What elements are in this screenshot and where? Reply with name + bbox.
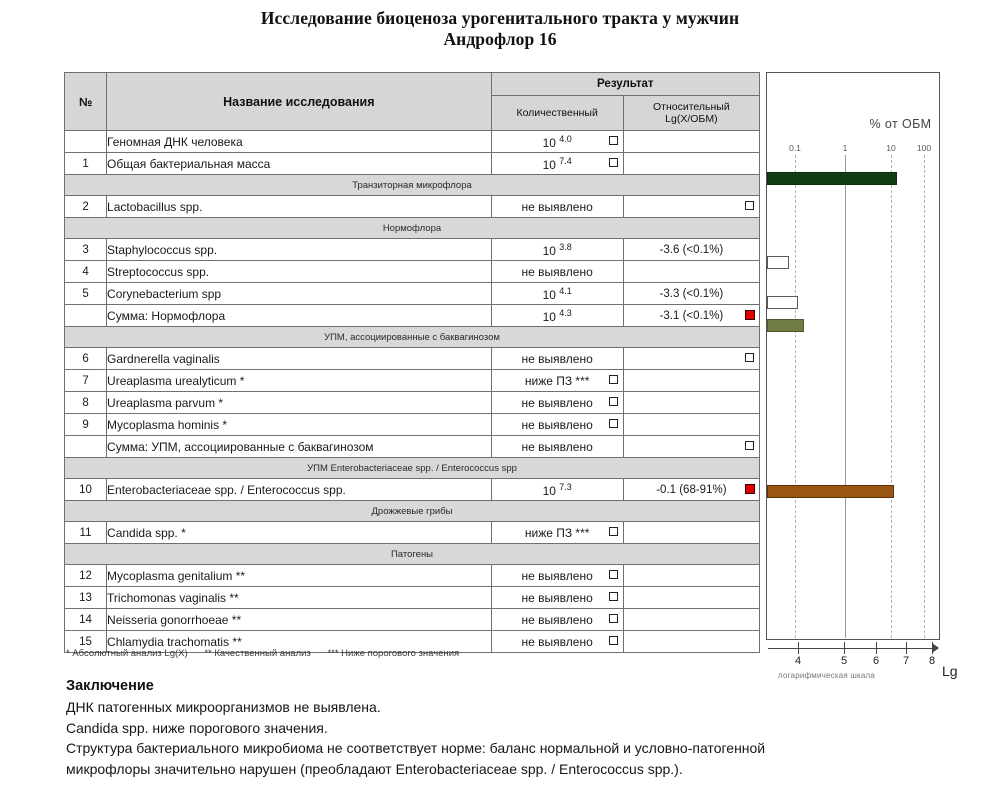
row-number: 6 [65, 348, 107, 370]
row-relative-cell [623, 196, 759, 218]
row-relative-cell [623, 283, 759, 305]
header-relative [623, 96, 759, 131]
quantitative-value: 10 $^{7.4}$ [542, 155, 572, 172]
row-quantitative-cell [491, 153, 623, 175]
conclusion-line-3: Структура бактериального микробиома не соответствует норме: баланс нормальной и условно-патогенной [66, 740, 766, 756]
chart-gridline [795, 155, 797, 638]
table-row [65, 609, 760, 631]
row-relative-cell [623, 261, 759, 283]
quantitative-value: 10 $^{4.0}$ [542, 133, 572, 150]
quantitative-value: не выявлено [521, 395, 593, 410]
conclusion-line-1: ДНК патогенных микроорганизмов не выявлена. [66, 699, 381, 715]
chart-bar [767, 256, 789, 269]
axis-arrow-icon [932, 643, 939, 653]
quantitative-value: 10 $^{4.1}$ [542, 285, 572, 302]
row-quantitative-cell [491, 565, 623, 587]
table-row [65, 153, 760, 175]
conclusion-title: Заключение [66, 678, 154, 694]
row-relative-cell [623, 392, 759, 414]
row-relative-cell [623, 370, 759, 392]
relative-value: -3.3 (<0.1%) [659, 287, 724, 300]
table-row [65, 131, 760, 153]
conclusion-line-2: Candida spp. ниже порогового значения. [66, 719, 328, 736]
chart-gridline [924, 155, 926, 638]
table-row [65, 479, 760, 501]
relative-value [624, 565, 759, 586]
row-relative-cell [623, 153, 759, 175]
relative-value [624, 392, 759, 413]
checkbox-icon[interactable] [609, 136, 618, 145]
header-result: Результат [491, 73, 759, 96]
row-relative-cell [623, 436, 759, 458]
results-table-container [64, 72, 760, 653]
row-number: 7 [65, 370, 107, 392]
chart-top-tick-label: 10 [886, 143, 896, 153]
relative-value [624, 348, 759, 369]
row-relative-cell [623, 522, 759, 544]
quantitative-value: не выявлено [521, 568, 593, 583]
row-quantitative-cell [491, 305, 623, 327]
header-quantitative: Количественный [491, 96, 623, 131]
relative-value [624, 609, 759, 630]
table-row [65, 370, 760, 392]
table-row [65, 436, 760, 458]
axis-tick-mark [844, 642, 845, 654]
row-study-name: Candida spp. * [107, 522, 492, 544]
relative-value: -0.1 (68-91%) [656, 483, 727, 496]
row-study-name: Lactobacillus spp. [107, 196, 492, 218]
row-number: 1 [65, 153, 107, 175]
quantitative-exponent: 4.3 [559, 307, 572, 318]
row-number [65, 131, 107, 153]
header-relative-line1: Относительный [653, 101, 730, 113]
axis-tick-mark [906, 642, 907, 654]
checkbox-icon[interactable] [745, 441, 754, 450]
table-row [65, 565, 760, 587]
table-row [65, 522, 760, 544]
table-row [65, 239, 760, 261]
axis-tick-label: 5 [840, 655, 848, 667]
axis-caption: логарифмическая шкала [778, 671, 876, 680]
chart-gridline [891, 155, 893, 638]
relative-value [624, 131, 759, 152]
row-number [65, 305, 107, 327]
row-quantitative-cell [491, 370, 623, 392]
row-number: 8 [65, 392, 107, 414]
row-study-name: Neisseria gonorrhoeae ** [107, 609, 492, 631]
row-study-name: Сумма: УПМ, ассоциированные с баквагинозом [107, 436, 492, 458]
relative-value [624, 370, 759, 391]
row-study-name: Mycoplasma hominis * [107, 414, 492, 436]
row-relative-cell [623, 587, 759, 609]
row-study-name: Enterobacteriaceae spp. / Enterococcus spp. [107, 479, 492, 501]
quantitative-value: не выявлено [521, 634, 593, 649]
row-quantitative-cell [491, 131, 623, 153]
axis-tick-label: 4 [794, 655, 802, 667]
quantitative-value: не выявлено [521, 351, 593, 366]
axis-tick-label: 6 [872, 655, 880, 667]
quantitative-value: 10 $^{3.8}$ [542, 241, 572, 258]
section-header-label: Патогены [65, 544, 760, 565]
footnote-1: * Абсолютный анализ Lg(X) [66, 648, 188, 659]
checkbox-icon[interactable] [609, 636, 618, 645]
table-row [65, 348, 760, 370]
chart-bar [767, 319, 804, 332]
row-number: 9 [65, 414, 107, 436]
checkbox-icon[interactable] [609, 614, 618, 623]
section-header-label: УПМ, ассоциированные с баквагинозом [65, 327, 760, 348]
relative-value [624, 522, 759, 543]
row-relative-cell [623, 239, 759, 261]
relative-value [624, 153, 759, 174]
footnote [66, 648, 766, 659]
row-number: 15 [65, 631, 107, 653]
checkbox-icon[interactable] [745, 353, 754, 362]
chart-gridline [845, 155, 847, 638]
axis-tick-label: 8 [928, 655, 936, 667]
axis-tick-mark [932, 642, 933, 654]
row-quantitative-cell [491, 348, 623, 370]
relative-value: -3.6 (<0.1%) [659, 243, 724, 256]
quantitative-value: не выявлено [521, 264, 593, 279]
chart-bar [767, 485, 894, 498]
section-header-row [65, 458, 760, 479]
section-header-label: Нормофлора [65, 218, 760, 239]
header-relative-line2: Lg(X/ОБМ) [665, 113, 718, 125]
chart-top-tick-label: 100 [916, 143, 932, 153]
relative-value [624, 196, 759, 217]
chart-bar [767, 172, 897, 185]
row-relative-cell [623, 305, 759, 327]
row-number: 4 [65, 261, 107, 283]
row-study-name: Mycoplasma genitalium ** [107, 565, 492, 587]
row-number: 12 [65, 565, 107, 587]
section-header-row [65, 501, 760, 522]
header-number: № [65, 73, 107, 131]
conclusion-line-4: микрофлоры значительно нарушен (преобладают Enterobacteriaceae spp. / Enterococcus spp.). [66, 760, 683, 777]
checkbox-icon[interactable] [609, 527, 618, 536]
axis-tick-label: 7 [902, 655, 910, 667]
quantitative-value: 10 $^{4.3}$ [542, 307, 572, 324]
table-row [65, 261, 760, 283]
checkbox-icon[interactable] [745, 201, 754, 210]
row-quantitative-cell [491, 522, 623, 544]
section-header-row [65, 544, 760, 565]
row-number: 2 [65, 196, 107, 218]
section-header-label: Транзиторная микрофлора [65, 175, 760, 196]
table-row [65, 305, 760, 327]
section-header-row [65, 327, 760, 348]
chart-top-tick-label: 0.1 [789, 143, 801, 153]
row-study-name: Общая бактериальная масса [107, 153, 492, 175]
quantitative-value: 10 $^{7.3}$ [542, 481, 572, 498]
table-row [65, 392, 760, 414]
title-line-1: Исследование биоценоза урогенитального тракта у мужчин [260, 8, 740, 28]
row-study-name: Ureaplasma parvum * [107, 392, 492, 414]
header-study-name: Название исследования [107, 73, 492, 131]
row-relative-cell [623, 565, 759, 587]
row-quantitative-cell [491, 261, 623, 283]
footnote-2: ** Качественный анализ [204, 648, 311, 659]
section-header-label: УПМ Enterobacteriaceae spp. / Enterococcus spp [65, 458, 760, 479]
axis-tick-mark [798, 642, 799, 654]
page-title [0, 8, 1000, 50]
quantitative-value: не выявлено [521, 417, 593, 432]
row-quantitative-cell [491, 392, 623, 414]
section-header-label: Дрожжевые грибы [65, 501, 760, 522]
row-number: 10 [65, 479, 107, 501]
row-quantitative-cell [491, 239, 623, 261]
table-body [65, 131, 760, 653]
row-relative-cell [623, 414, 759, 436]
checkbox-icon[interactable] [609, 592, 618, 601]
row-study-name: Сумма: Нормофлора [107, 305, 492, 327]
quantitative-exponent: 7.3 [559, 481, 572, 492]
relative-value [624, 436, 759, 457]
quantitative-value: не выявлено [521, 590, 593, 605]
relative-value [624, 587, 759, 608]
table-row [65, 196, 760, 218]
row-relative-cell [623, 348, 759, 370]
relative-value [624, 414, 759, 435]
table-row [65, 587, 760, 609]
row-number: 5 [65, 283, 107, 305]
quantitative-value: не выявлено [521, 199, 593, 214]
quantitative-exponent: 3.8 [559, 241, 572, 252]
row-relative-cell [623, 479, 759, 501]
relative-value: -3.1 (<0.1%) [659, 309, 724, 322]
quantitative-exponent: 4.0 [559, 133, 572, 144]
row-study-name: Streptococcus spp. [107, 261, 492, 283]
row-relative-cell [623, 131, 759, 153]
row-number: 14 [65, 609, 107, 631]
row-number [65, 436, 107, 458]
quantitative-exponent: 4.1 [559, 285, 572, 296]
alert-marker-icon [745, 310, 755, 320]
table-row [65, 414, 760, 436]
checkbox-icon[interactable] [609, 158, 618, 167]
row-number: 13 [65, 587, 107, 609]
microbiome-chart [766, 72, 940, 640]
row-study-name: Trichomonas vaginalis ** [107, 587, 492, 609]
row-study-name: Геномная ДНК человека [107, 131, 492, 153]
row-study-name: Chlamydia trachomatis ** [107, 631, 492, 653]
row-number: 11 [65, 522, 107, 544]
results-table [64, 72, 760, 653]
row-quantitative-cell [491, 196, 623, 218]
chart-bar [767, 296, 798, 309]
row-study-name: Ureaplasma urealyticum * [107, 370, 492, 392]
quantitative-value: ниже ПЗ *** [524, 525, 590, 540]
row-quantitative-cell [491, 479, 623, 501]
table-row [65, 283, 760, 305]
conclusion-block [66, 678, 966, 779]
row-quantitative-cell [491, 283, 623, 305]
quantitative-exponent: 7.4 [559, 155, 572, 166]
section-header-row [65, 175, 760, 196]
row-number: 3 [65, 239, 107, 261]
checkbox-icon[interactable] [609, 570, 618, 579]
quantitative-value: ниже ПЗ *** [524, 373, 590, 388]
relative-value [624, 261, 759, 282]
alert-marker-icon [745, 484, 755, 494]
checkbox-icon[interactable] [609, 375, 618, 384]
footnote-3: *** Ниже порогового значения [327, 648, 460, 659]
section-header-row [65, 218, 760, 239]
table-head [65, 73, 760, 131]
quantitative-value: не выявлено [521, 612, 593, 627]
checkbox-icon[interactable] [609, 397, 618, 406]
chart-top-tick-label: 1 [842, 143, 848, 153]
row-study-name: Corynebacterium spp [107, 283, 492, 305]
row-study-name: Gardnerella vaginalis [107, 348, 492, 370]
row-study-name: Staphylococcus spp. [107, 239, 492, 261]
checkbox-icon[interactable] [609, 419, 618, 428]
row-relative-cell [623, 609, 759, 631]
chart-title: % от ОБМ [869, 117, 932, 131]
axis-line [768, 648, 934, 649]
row-quantitative-cell [491, 587, 623, 609]
row-quantitative-cell [491, 414, 623, 436]
quantitative-value: не выявлено [521, 439, 593, 454]
axis-tick-mark [876, 642, 877, 654]
row-quantitative-cell [491, 609, 623, 631]
title-line-2: Андрофлор 16 [443, 29, 557, 49]
row-quantitative-cell [491, 436, 623, 458]
axis-unit-label: Lg [942, 663, 958, 679]
chart-plot-area [767, 73, 938, 638]
